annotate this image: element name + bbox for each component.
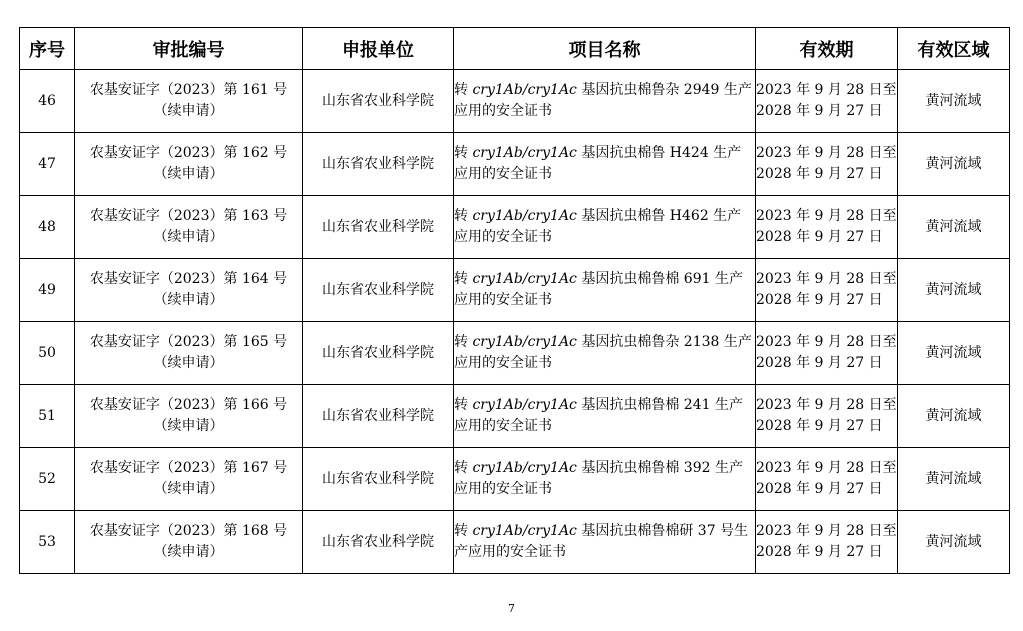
validity-period: 2023 年 9 月 28 日至 2028 年 9 月 27 日	[756, 259, 898, 322]
applicant-unit: 山东省农业科学院	[303, 133, 454, 196]
approval-note: （续申请）	[153, 544, 224, 560]
table-row	[20, 385, 1010, 448]
serial-number: 48	[20, 196, 75, 259]
project-rest: 基因抗虫棉鲁 H424 生产应用的安全证书	[454, 145, 742, 182]
table-row	[20, 133, 1010, 196]
gene-name: cry1Ab/cry1Ac	[472, 208, 577, 224]
approval-number	[75, 70, 303, 133]
project-prefix: 转	[454, 271, 473, 287]
approval-code: 农基安证字（2023）第 166 号	[89, 397, 288, 413]
certificate-table	[19, 27, 1010, 574]
project-name	[454, 448, 756, 511]
approval-number	[75, 133, 303, 196]
table-row	[20, 70, 1010, 133]
approval-number	[75, 448, 303, 511]
serial-number: 52	[20, 448, 75, 511]
project-name	[454, 196, 756, 259]
gene-name: cry1Ab/cry1Ac	[472, 145, 577, 161]
approval-code: 农基安证字（2023）第 165 号	[89, 334, 288, 350]
approval-note: （续申请）	[153, 103, 224, 119]
gene-name: cry1Ab/cry1Ac	[472, 82, 577, 98]
table-body	[20, 70, 1010, 574]
approval-number	[75, 511, 303, 574]
table-row	[20, 448, 1010, 511]
serial-number: 47	[20, 133, 75, 196]
approval-number	[75, 259, 303, 322]
valid-region: 黄河流域	[898, 196, 1010, 259]
validity-period: 2023 年 9 月 28 日至 2028 年 9 月 27 日	[756, 196, 898, 259]
approval-note: （续申请）	[153, 229, 224, 245]
approval-code: 农基安证字（2023）第 164 号	[89, 271, 288, 287]
gene-name: cry1Ab/cry1Ac	[472, 271, 577, 287]
approval-code: 农基安证字（2023）第 161 号	[89, 82, 288, 98]
applicant-unit: 山东省农业科学院	[303, 70, 454, 133]
project-prefix: 转	[454, 145, 473, 161]
applicant-unit: 山东省农业科学院	[303, 259, 454, 322]
table-header-row	[20, 28, 1010, 70]
serial-number: 51	[20, 385, 75, 448]
project-rest: 基因抗虫棉鲁杂 2949 生产应用的安全证书	[454, 82, 752, 119]
project-name	[454, 322, 756, 385]
approval-number	[75, 196, 303, 259]
validity-period: 2023 年 9 月 28 日至 2028 年 9 月 27 日	[756, 133, 898, 196]
applicant-unit: 山东省农业科学院	[303, 385, 454, 448]
gene-name: cry1Ab/cry1Ac	[472, 334, 577, 350]
valid-region: 黄河流域	[898, 70, 1010, 133]
approval-code: 农基安证字（2023）第 162 号	[89, 145, 288, 161]
gene-name: cry1Ab/cry1Ac	[472, 397, 577, 413]
valid-region: 黄河流域	[898, 448, 1010, 511]
project-rest: 基因抗虫棉鲁棉 241 生产应用的安全证书	[454, 397, 743, 434]
approval-number	[75, 322, 303, 385]
header-project-name: 项目名称	[454, 28, 756, 70]
serial-number: 46	[20, 70, 75, 133]
project-rest: 基因抗虫棉鲁 H462 生产应用的安全证书	[454, 208, 742, 245]
valid-region: 黄河流域	[898, 322, 1010, 385]
header-valid-region: 有效区域	[898, 28, 1010, 70]
project-rest: 基因抗虫棉鲁棉 392 生产应用的安全证书	[454, 460, 743, 497]
valid-region: 黄河流域	[898, 259, 1010, 322]
project-prefix: 转	[454, 397, 473, 413]
table-row	[20, 196, 1010, 259]
applicant-unit: 山东省农业科学院	[303, 448, 454, 511]
applicant-unit: 山东省农业科学院	[303, 511, 454, 574]
project-prefix: 转	[454, 460, 473, 476]
project-name	[454, 511, 756, 574]
project-prefix: 转	[454, 334, 473, 350]
page-number: 7	[508, 602, 515, 615]
project-rest: 基因抗虫棉鲁杂 2138 生产应用的安全证书	[454, 334, 752, 371]
project-name	[454, 259, 756, 322]
serial-number: 49	[20, 259, 75, 322]
project-rest: 基因抗虫棉鲁棉研 37 号生产应用的安全证书	[454, 523, 749, 560]
project-name	[454, 385, 756, 448]
approval-note: （续申请）	[153, 418, 224, 434]
applicant-unit: 山东省农业科学院	[303, 322, 454, 385]
approval-code: 农基安证字（2023）第 168 号	[89, 523, 288, 539]
header-applicant-unit: 申报单位	[303, 28, 454, 70]
validity-period: 2023 年 9 月 28 日至 2028 年 9 月 27 日	[756, 70, 898, 133]
header-validity-period: 有效期	[756, 28, 898, 70]
validity-period: 2023 年 9 月 28 日至 2028 年 9 月 27 日	[756, 322, 898, 385]
validity-period: 2023 年 9 月 28 日至 2028 年 9 月 27 日	[756, 385, 898, 448]
project-prefix: 转	[454, 82, 473, 98]
validity-period: 2023 年 9 月 28 日至 2028 年 9 月 27 日	[756, 448, 898, 511]
applicant-unit: 山东省农业科学院	[303, 196, 454, 259]
approval-note: （续申请）	[153, 166, 224, 182]
approval-number	[75, 385, 303, 448]
valid-region: 黄河流域	[898, 133, 1010, 196]
table-row	[20, 322, 1010, 385]
project-prefix: 转	[454, 208, 473, 224]
table-row	[20, 511, 1010, 574]
approval-note: （续申请）	[153, 355, 224, 371]
gene-name: cry1Ab/cry1Ac	[472, 523, 577, 539]
valid-region: 黄河流域	[898, 385, 1010, 448]
serial-number: 50	[20, 322, 75, 385]
valid-region: 黄河流域	[898, 511, 1010, 574]
gene-name: cry1Ab/cry1Ac	[472, 460, 577, 476]
header-approval-number: 审批编号	[75, 28, 303, 70]
project-name	[454, 133, 756, 196]
approval-note: （续申请）	[153, 481, 224, 497]
validity-period: 2023 年 9 月 28 日至 2028 年 9 月 27 日	[756, 511, 898, 574]
approval-code: 农基安证字（2023）第 163 号	[89, 208, 288, 224]
project-rest: 基因抗虫棉鲁棉 691 生产应用的安全证书	[454, 271, 743, 308]
table-row	[20, 259, 1010, 322]
serial-number: 53	[20, 511, 75, 574]
project-prefix: 转	[454, 523, 473, 539]
project-name	[454, 70, 756, 133]
header-serial-number: 序号	[20, 28, 75, 70]
approval-code: 农基安证字（2023）第 167 号	[89, 460, 288, 476]
approval-note: （续申请）	[153, 292, 224, 308]
